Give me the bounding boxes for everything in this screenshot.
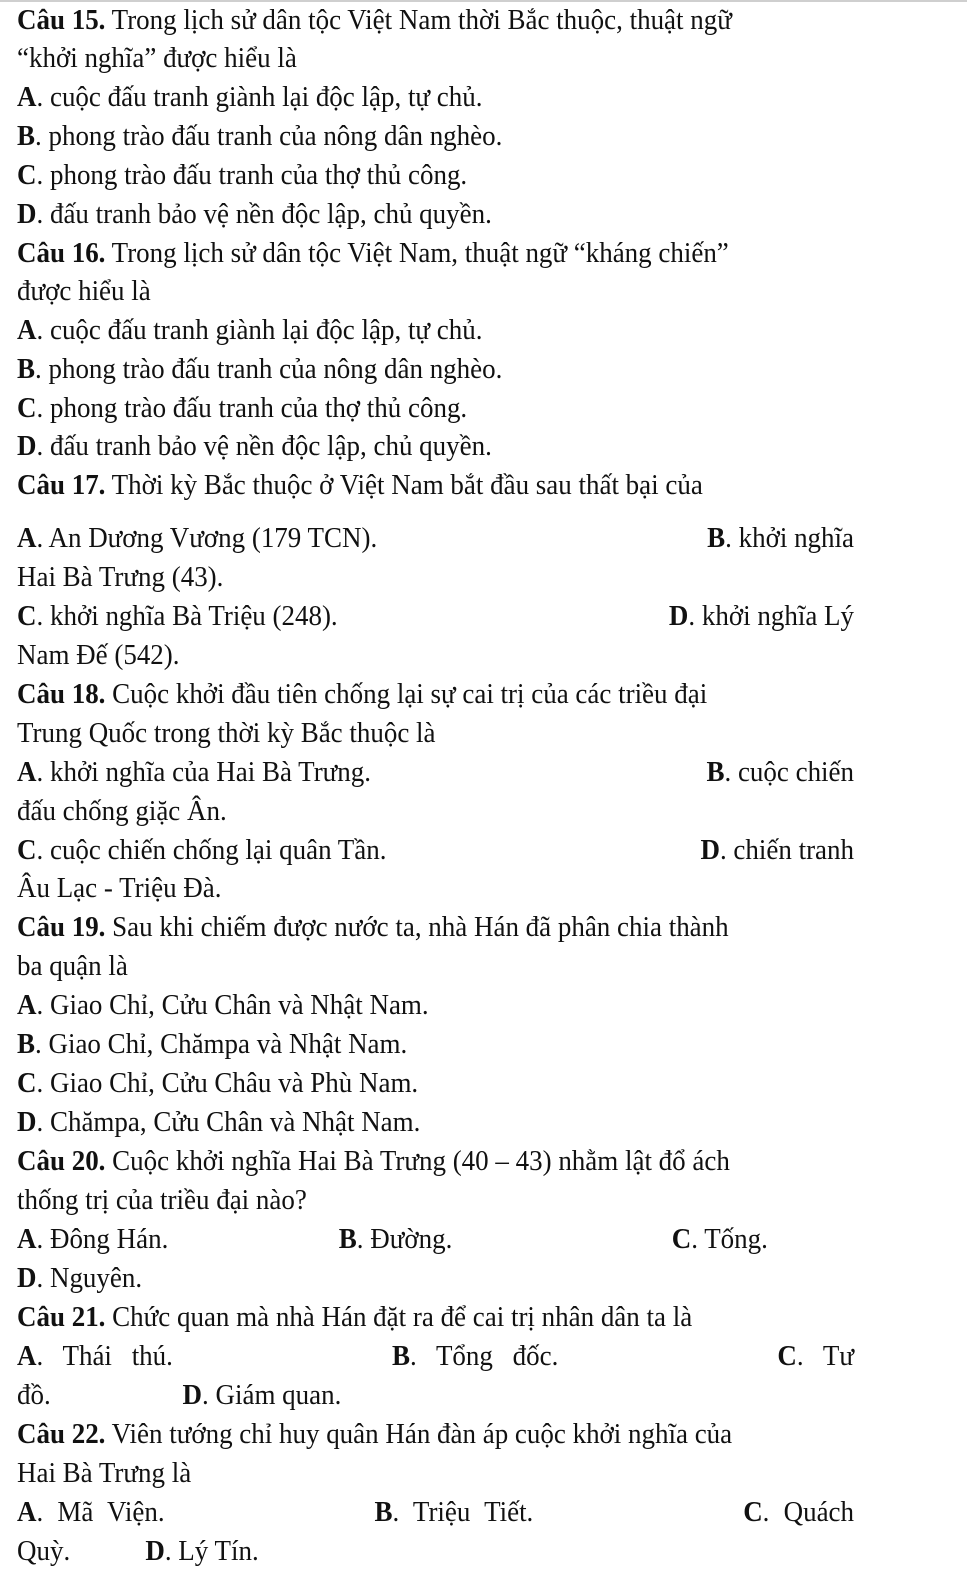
question-19-stem-cont: ba quận là: [17, 950, 128, 982]
question-15-option-b[interactable]: B. phong trào đấu tranh của nông dân nghèo.: [17, 120, 503, 152]
question-22-option-c-wrap: Quỳ.: [17, 1535, 71, 1567]
question-21-option-d[interactable]: D. Giám quan.: [182, 1379, 342, 1411]
question-17-options-row-2: [17, 598, 854, 634]
question-17-option-a[interactable]: A. An Dương Vương (179 TCN).: [17, 522, 378, 554]
question-16-option-c[interactable]: C. phong trào đấu tranh của thợ thủ công.: [17, 392, 468, 424]
question-20-option-b[interactable]: B. Đường.: [338, 1223, 453, 1255]
question-17-option-c[interactable]: C. khởi nghĩa Bà Triệu (248).: [17, 600, 338, 632]
question-15-stem-cont: “khởi nghĩa” được hiểu là: [17, 42, 297, 74]
question-22-option-b[interactable]: B. Triệu Tiết.: [374, 1496, 534, 1528]
question-19-option-d[interactable]: D. Chămpa, Cửu Chân và Nhật Nam.: [17, 1106, 421, 1138]
question-15-stem: Câu 15. Trong lịch sử dân tộc Việt Nam thời Bắc thuộc, thuật ngữ: [17, 4, 732, 36]
question-17-stem: Câu 17. Thời kỳ Bắc thuộc ở Việt Nam bắt đầu sau thất bại của: [17, 469, 703, 501]
question-21-option-c[interactable]: C. Tư: [777, 1340, 854, 1372]
question-20-option-d[interactable]: D. Nguyên.: [17, 1262, 143, 1294]
question-22-option-c[interactable]: C. Quách: [743, 1496, 854, 1528]
question-18-option-c[interactable]: C. cuộc chiến chống lại quân Tần.: [17, 834, 387, 866]
question-18-option-d-wrap: Âu Lạc - Triệu Đà.: [17, 872, 222, 904]
question-21-stem: Câu 21. Chức quan mà nhà Hán đặt ra để cai trị nhân dân ta là: [17, 1301, 693, 1333]
question-17-option-d[interactable]: D. khởi nghĩa Lý: [668, 600, 854, 632]
question-18-option-b-wrap: đấu chống giặc Ân.: [17, 795, 227, 827]
question-22-option-d[interactable]: D. Lý Tín.: [145, 1535, 259, 1567]
question-20-option-a[interactable]: A. Đông Hán.: [17, 1223, 169, 1255]
question-15-option-d[interactable]: D. đấu tranh bảo vệ nền độc lập, chủ quyền.: [17, 198, 492, 230]
question-18-options-row-1: [17, 754, 854, 790]
question-20-option-c[interactable]: C. Tống.: [671, 1223, 768, 1255]
question-22-option-a[interactable]: A. Mã Viện.: [17, 1496, 165, 1528]
question-18-stem-cont: Trung Quốc trong thời kỳ Bắc thuộc là: [17, 717, 436, 749]
question-21-option-a[interactable]: A. Thái thú.: [17, 1340, 173, 1372]
question-16-stem: Câu 16. Trong lịch sử dân tộc Việt Nam, thuật ngữ “kháng chiến”: [17, 237, 729, 269]
question-17-option-b[interactable]: B. khởi nghĩa: [707, 522, 854, 554]
question-19-option-c[interactable]: C. Giao Chỉ, Cửu Châu và Phù Nam.: [17, 1067, 419, 1099]
question-21-option-b[interactable]: B. Tổng đốc.: [391, 1340, 559, 1372]
question-16-stem-cont: được hiểu là: [17, 275, 151, 307]
question-18-option-d[interactable]: D. chiến tranh: [700, 834, 854, 866]
question-18-options-row-2: [17, 832, 854, 868]
question-19-stem: Câu 19. Sau khi chiếm được nước ta, nhà Hán đã phân chia thành: [17, 911, 729, 943]
question-21-options-row-1: [17, 1338, 854, 1374]
question-18-stem: Câu 18. Cuộc khởi đầu tiên chống lại sự cai trị của các triều đại: [17, 678, 708, 710]
question-15-option-a[interactable]: A. cuộc đấu tranh giành lại độc lập, tự chủ.: [17, 81, 483, 113]
question-20-stem: Câu 20. Cuộc khởi nghĩa Hai Bà Trưng (40 – 43) nhằm lật đổ ách: [17, 1145, 730, 1177]
question-16-option-d[interactable]: D. đấu tranh bảo vệ nền độc lập, chủ quyền.: [17, 430, 492, 462]
question-20-stem-cont: thống trị của triều đại nào?: [17, 1184, 307, 1216]
question-19-option-b[interactable]: B. Giao Chỉ, Chămpa và Nhật Nam.: [17, 1028, 408, 1060]
question-17-options-row-1: [17, 520, 854, 556]
question-18-option-a[interactable]: A. khởi nghĩa của Hai Bà Trưng.: [17, 756, 372, 788]
question-22-stem: Câu 22. Viên tướng chỉ huy quân Hán đàn áp cuộc khởi nghĩa của: [17, 1418, 733, 1450]
question-17-option-d-wrap: Nam Đế (542).: [17, 639, 180, 671]
question-16-option-a[interactable]: A. cuộc đấu tranh giành lại độc lập, tự chủ.: [17, 314, 483, 346]
question-18-option-b[interactable]: B. cuộc chiến: [706, 756, 854, 788]
question-15-option-c[interactable]: C. phong trào đấu tranh của thợ thủ công.: [17, 159, 468, 191]
question-22-stem-cont: Hai Bà Trưng là: [17, 1457, 192, 1489]
question-19-option-a[interactable]: A. Giao Chỉ, Cửu Chân và Nhật Nam.: [17, 989, 429, 1021]
question-17-option-b-wrap: Hai Bà Trưng (43).: [17, 561, 224, 593]
question-16-option-b[interactable]: B. phong trào đấu tranh của nông dân nghèo.: [17, 353, 503, 385]
question-21-option-c-wrap: đồ.: [17, 1379, 51, 1411]
question-22-options-row-1: [17, 1494, 854, 1530]
